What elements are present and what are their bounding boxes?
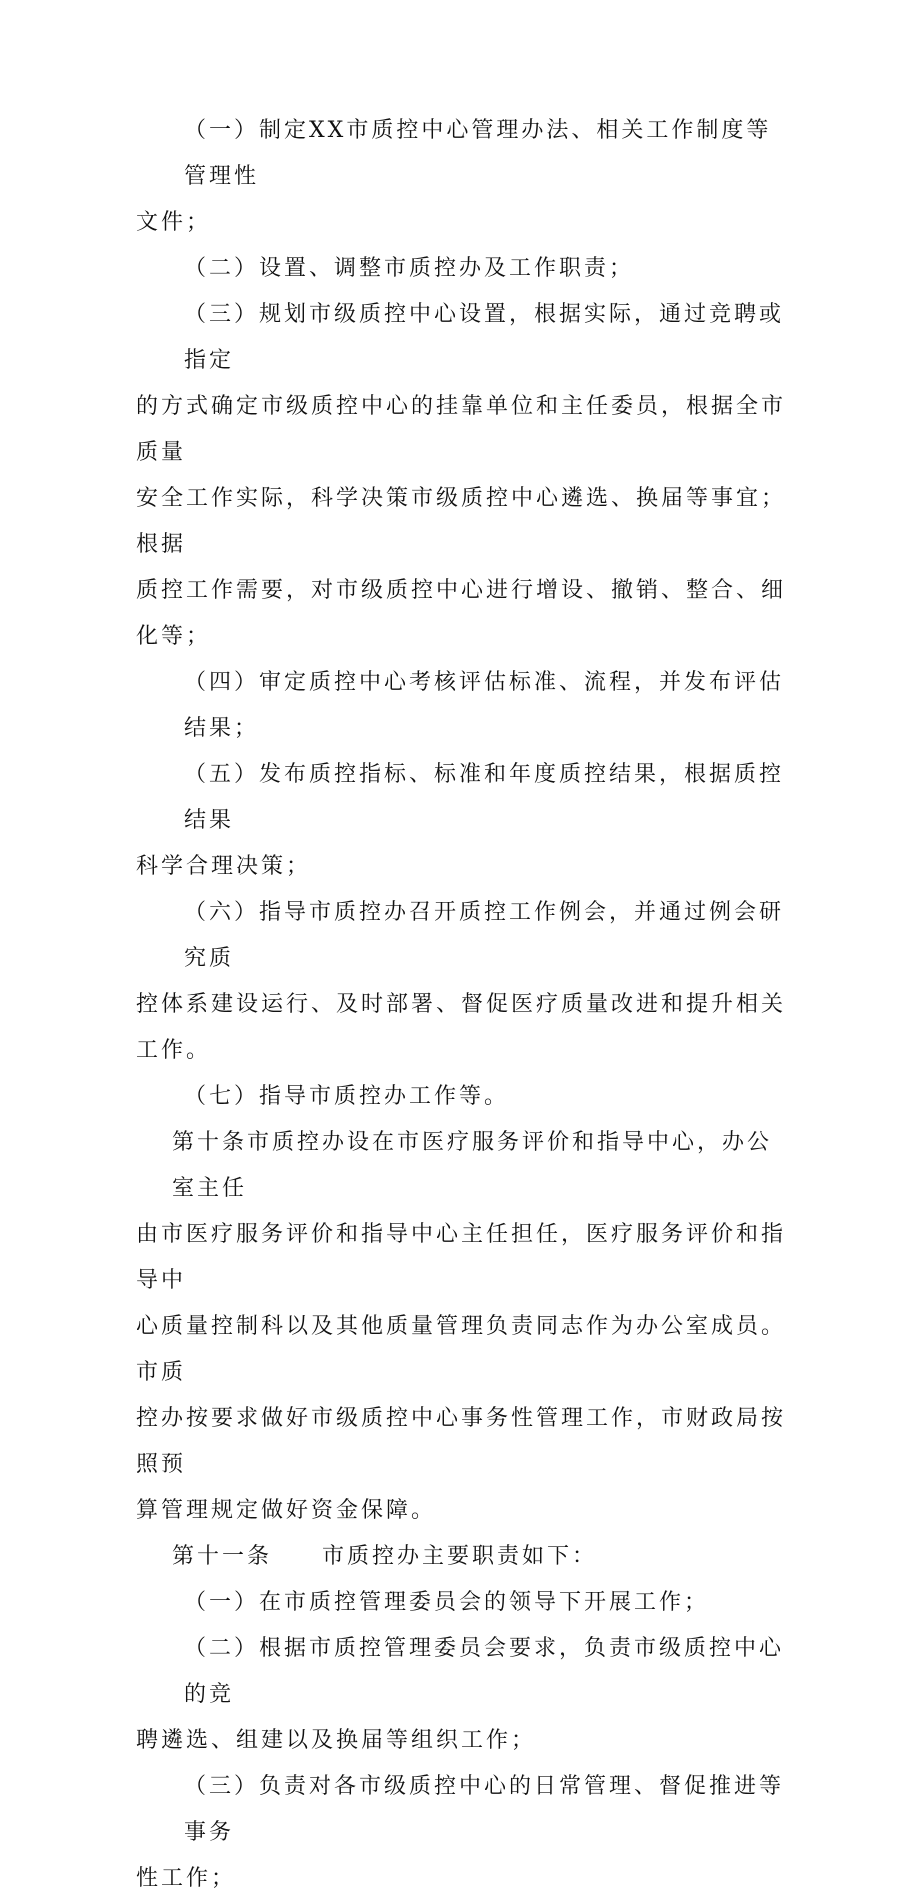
text-line: 心质量控制科以及其他质量管理负责同志作为办公室成员。市质: [136, 1314, 787, 1385]
text-line: （六）指导市质控办召开质控工作例会，并通过例会研究质: [184, 900, 785, 971]
article-11-heading: [136, 1534, 796, 1580]
text-line: 科学合理决策；: [136, 854, 312, 879]
text-line: （一）制定XX市质控中心管理办法、相关工作制度等管理性: [184, 118, 772, 189]
text-line: （五）发布质控指标、标准和年度质控结果，根据质控结果: [184, 762, 785, 833]
text-line: 文件；: [136, 210, 212, 235]
text-line: 由市医疗服务评价和指导中心主任担任，医疗服务评价和指导中: [136, 1222, 787, 1293]
text-line: 算管理规定做好资金保障。: [136, 1498, 437, 1523]
paragraph-5: [136, 752, 796, 890]
text-line: （二）设置、调整市质控办及工作职责；: [184, 256, 635, 281]
paragraph-6: [136, 890, 796, 1074]
text-line: （一）在市质控管理委员会的领导下开展工作；: [184, 1590, 710, 1615]
text-line: 质控工作需要，对市级质控中心进行增设、撤销、整合、细化等；: [136, 578, 787, 649]
paragraph-1: [136, 108, 796, 246]
paragraph-11-1: [136, 1580, 796, 1626]
text-line: 控办按要求做好市级质控中心事务性管理工作，市财政局按照预: [136, 1406, 787, 1477]
text-line: 性工作；: [136, 1866, 237, 1891]
text-line: 第十条市质控办设在市医疗服务评价和指导中心，办公室主任: [172, 1130, 773, 1201]
text-line: 控体系建设运行、及时部署、督促医疗质量改进和提升相关工作。: [136, 992, 787, 1063]
text-line: （七）指导市质控办工作等。: [184, 1084, 510, 1109]
document-body: [136, 108, 796, 1902]
paragraph-3: [136, 292, 796, 660]
text-line: （四）审定质控中心考核评估标准、流程，并发布评估结果；: [184, 670, 785, 741]
paragraph-4: [136, 660, 796, 752]
text-line: 安全工作实际，科学决策市级质控中心遴选、换届等事宜；根据: [136, 486, 787, 557]
text-line: （三）规划市级质控中心设置，根据实际，通过竞聘或指定: [184, 302, 785, 373]
text-line: 的方式确定市级质控中心的挂靠单位和主任委员，根据全市质量: [136, 394, 787, 465]
text-line: （二）根据市质控管理委员会要求，负责市级质控中心的竞: [184, 1636, 785, 1707]
paragraph-2: [136, 246, 796, 292]
text-line: 聘遴选、组建以及换届等组织工作；: [136, 1728, 537, 1753]
paragraph-11-2: [136, 1626, 796, 1764]
article-10: [136, 1120, 796, 1534]
text-line: 第十一条 市质控办主要职责如下：: [172, 1544, 598, 1569]
paragraph-7: [136, 1074, 796, 1120]
text-line: （三）负责对各市级质控中心的日常管理、督促推进等事务: [184, 1774, 785, 1845]
paragraph-11-3: [136, 1764, 796, 1902]
